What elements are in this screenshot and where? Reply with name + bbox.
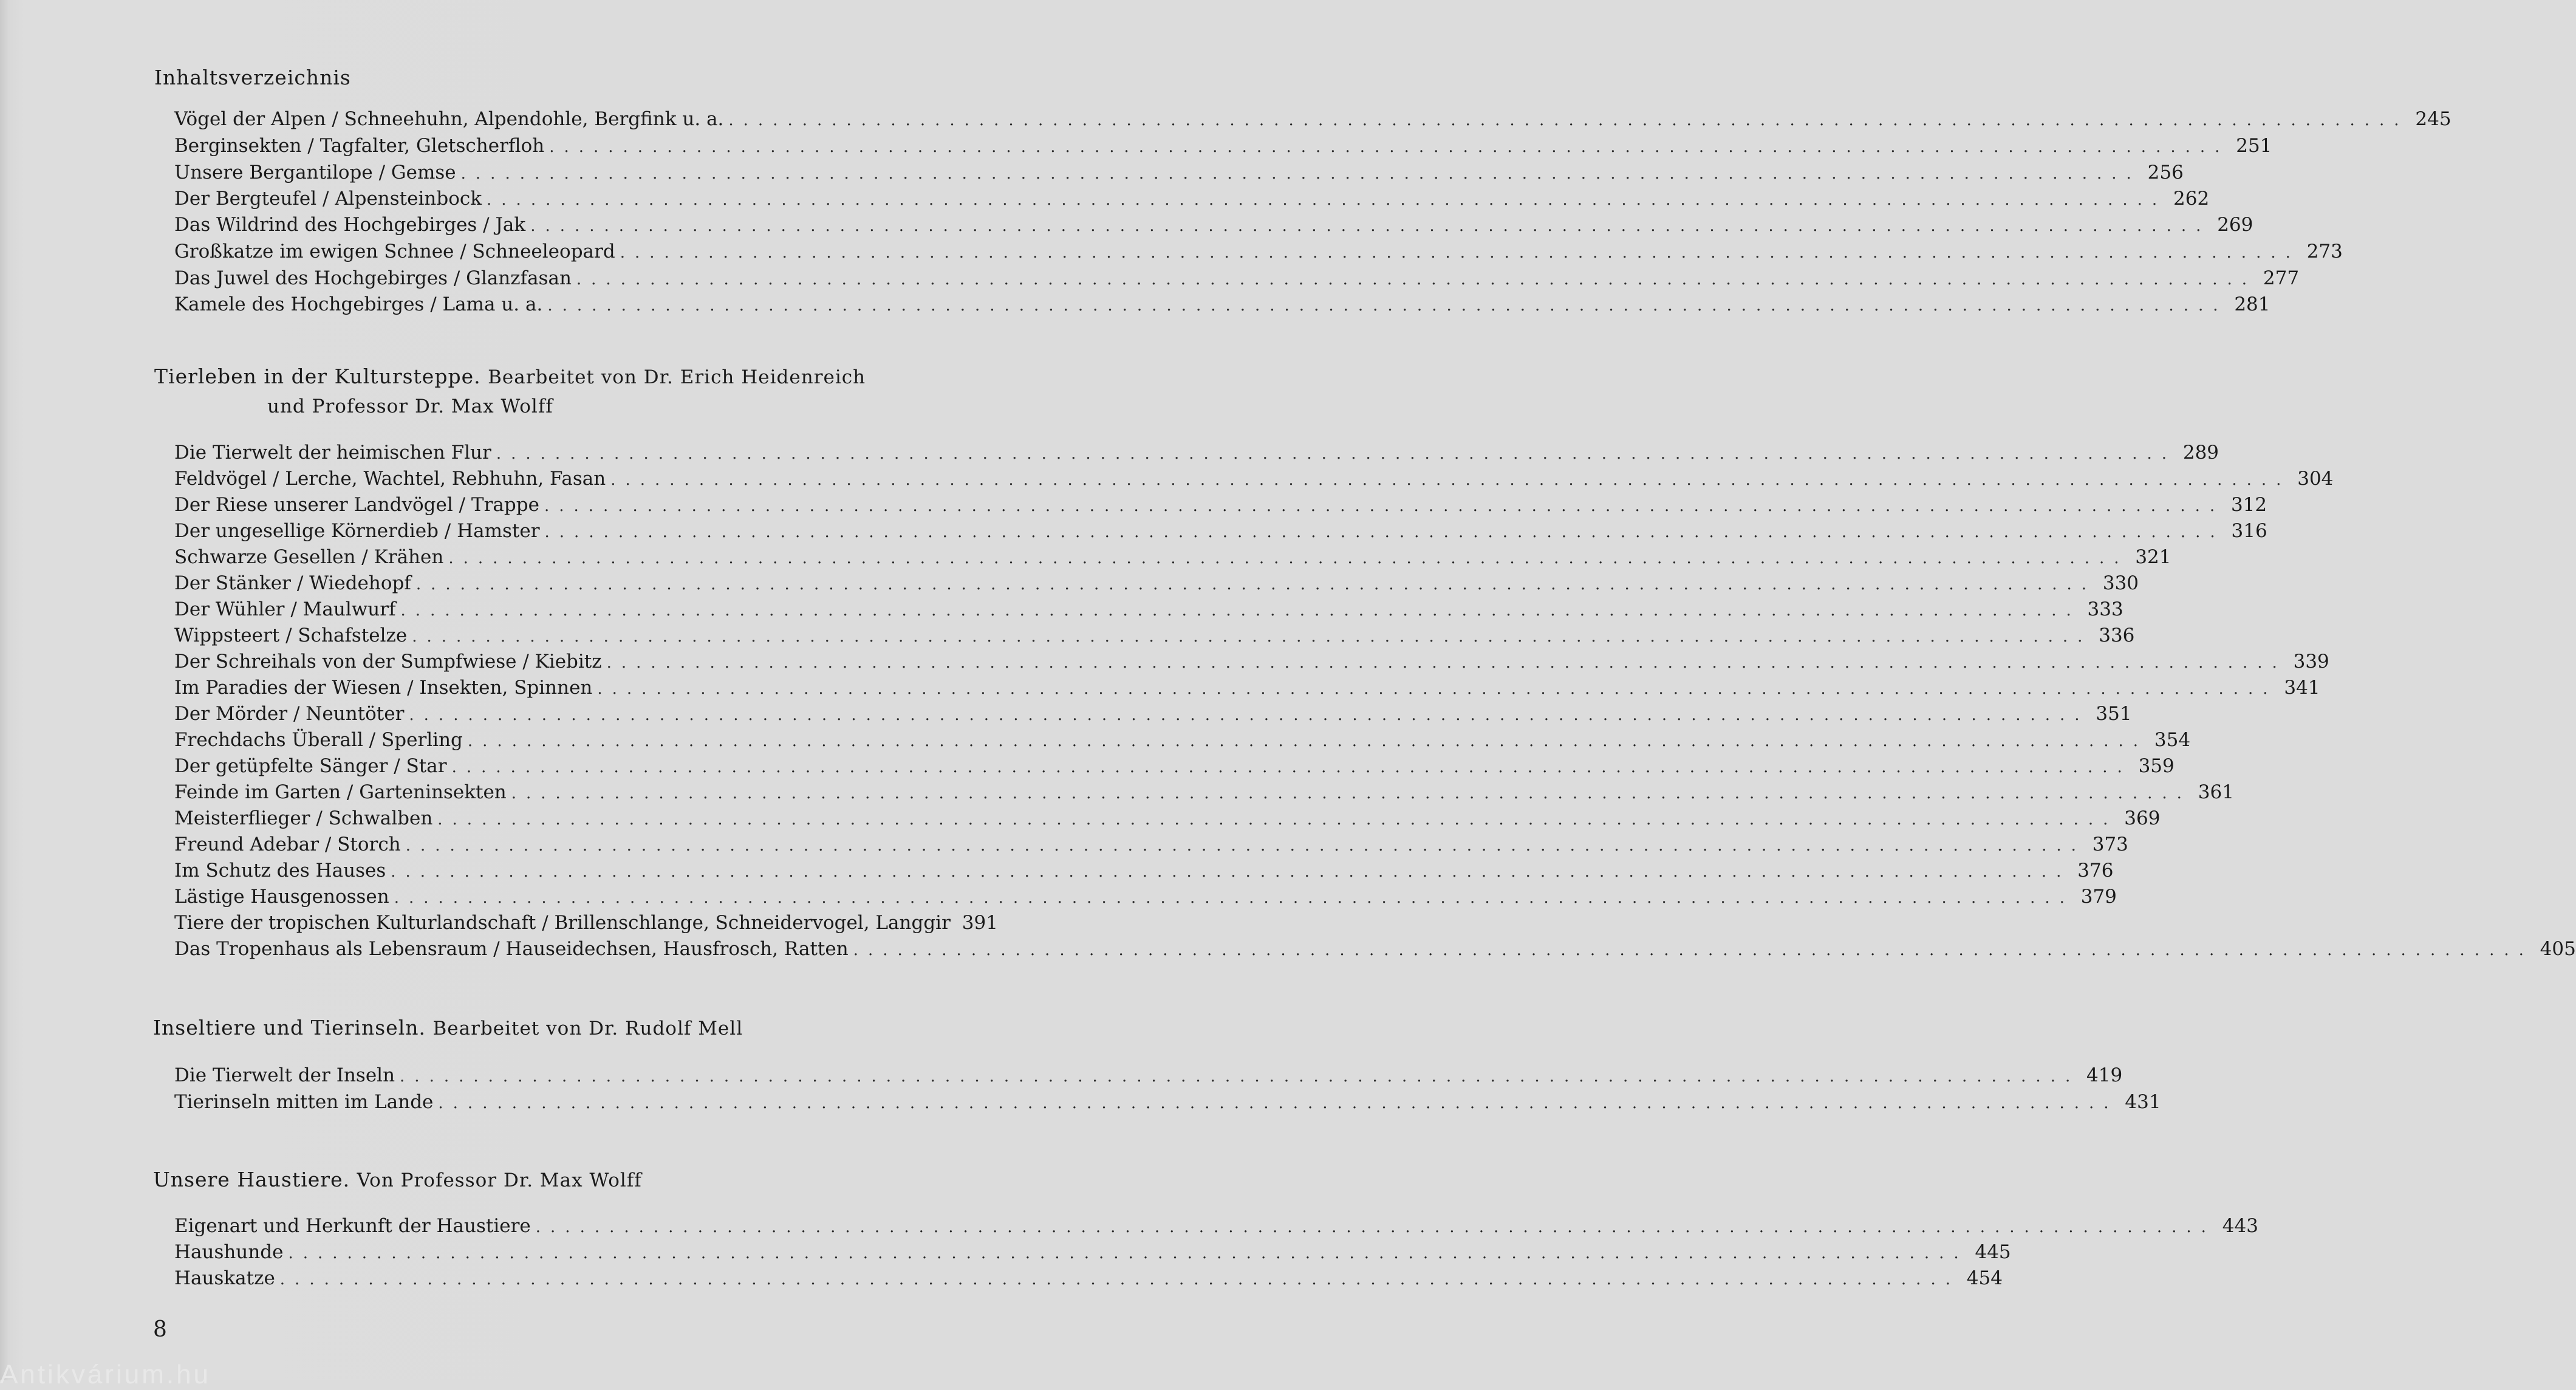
page-number: 8 [153, 1317, 167, 1342]
entry-page: 351 [2096, 703, 2132, 725]
section-editor-line2 [267, 394, 553, 417]
entry-page: 391 [962, 912, 998, 934]
entry-title: Hauskatze [174, 1267, 275, 1289]
section-heading-haustiere [153, 1168, 642, 1191]
dot-leader: .................................................................................................................. [391, 863, 2071, 881]
entry-page: 316 [2231, 520, 2267, 542]
toc-entry [174, 860, 2114, 886]
toc-entry [174, 625, 2135, 651]
section-heading: Unsere Haustiere. [153, 1168, 350, 1191]
section-editor: Von Professor Dr. Max Wolff [357, 1169, 642, 1191]
toc-entry [174, 442, 2219, 468]
entry-title: Meisterflieger / Schwalben [174, 807, 433, 829]
section-heading: Tierleben in der Kultursteppe. [154, 365, 481, 388]
dot-leader: .................................................................................................................. [487, 191, 2167, 209]
toc-entry [174, 214, 2253, 241]
entry-title: Feldvögel / Lerche, Wachtel, Rebhuhn, Fasan [174, 468, 606, 490]
toc-entry [174, 807, 2161, 834]
entry-page: 262 [2173, 188, 2210, 210]
dot-leader: .................................................................................................................. [544, 497, 2225, 515]
dot-leader: .................................................................................................................. [606, 654, 2287, 672]
dot-leader: .................................................................................................................. [853, 941, 2533, 959]
entry-title: Lästige Hausgenossen [174, 886, 389, 908]
toc-entry [174, 1064, 2123, 1091]
entry-page: 304 [2297, 468, 2334, 490]
toc-entry [174, 162, 2184, 188]
dot-leader: .................................................................................................................. [448, 549, 2129, 567]
entry-title: Tiere der tropischen Kulturlandschaft / Brillenschlange, Schneidervogel, Langgir [174, 912, 951, 934]
toc-entry [174, 755, 2175, 782]
entry-page: 431 [2125, 1091, 2161, 1113]
toc-entry [174, 677, 2320, 704]
entry-title: Das Tropenhaus als Lebensraum / Hauseidechsen, Hausfrosch, Ratten [174, 938, 849, 960]
section-editor: Bearbeitet von Dr. Erich Heidenreich [488, 366, 866, 388]
entry-title: Schwarze Gesellen / Krähen [174, 546, 444, 568]
toc-entry [174, 651, 2329, 677]
entry-title: Wippsteert / Schafstelze [174, 625, 408, 646]
entry-title: Feinde im Garten / Garteninsekten [174, 781, 507, 803]
entry-page: 251 [2236, 135, 2272, 157]
entry-title: Eigenart und Herkunft der Haustiere [174, 1215, 531, 1237]
dot-leader: .................................................................................................................. [288, 1244, 1969, 1262]
entry-title: Vögel der Alpen / Schneehuhn, Alpendohle, Bergfink u. a. [174, 108, 724, 130]
entry-page: 419 [2086, 1064, 2123, 1086]
dot-leader: .................................................................................................................. [576, 270, 2257, 289]
dot-leader: .................................................................................................................. [394, 889, 2074, 907]
entry-page: 379 [2080, 886, 2117, 908]
entry-title: Freund Adebar / Storch [174, 834, 401, 855]
entry-title: Haushunde [174, 1241, 284, 1263]
dot-leader: .................................................................................................................. [460, 165, 2141, 183]
entry-title: Der Schreihals von der Sumpfwiese / Kiebitz [174, 651, 602, 673]
entry-title: Der Stänker / Wiedehopf [174, 572, 411, 594]
entry-page: 269 [2217, 214, 2253, 236]
dot-leader: .................................................................................................................. [511, 784, 2192, 803]
entry-title: Frechdachs Überall / Sperling [174, 729, 463, 751]
entry-page: 336 [2099, 625, 2135, 646]
entry-page: 281 [2234, 293, 2270, 315]
dot-leader: .................................................................................................................. [412, 628, 2093, 646]
toc-entry [174, 729, 2191, 756]
entry-title: Unsere Bergantilope / Gemse [174, 162, 456, 183]
entry-title: Der Mörder / Neuntöter [174, 703, 405, 725]
dot-leader: .................................................................................................................. [451, 758, 2132, 776]
toc-entry [174, 703, 2132, 730]
entry-page: 376 [2077, 860, 2114, 882]
section-editor: Bearbeitet von Dr. Rudolf Mell [432, 1018, 743, 1039]
dot-leader: .................................................................................................................. [549, 138, 2230, 156]
section-editor: und Professor Dr. Max Wolff [267, 395, 553, 417]
section-heading-kultursteppe [154, 365, 866, 388]
toc-entry [174, 886, 2117, 912]
toc-entry [174, 938, 2576, 965]
dot-leader: .................................................................................................................. [496, 445, 2177, 463]
dot-leader: .................................................................................................................. [409, 706, 2089, 724]
dot-leader: .................................................................................................................. [438, 1094, 2119, 1112]
toc-entry [174, 188, 2210, 214]
toc-entry [174, 834, 2128, 860]
dot-leader: .................................................................................................................. [437, 810, 2118, 829]
dot-leader: .................................................................................................................. [530, 217, 2211, 235]
entry-page: 330 [2102, 572, 2139, 594]
toc-entry [174, 546, 2171, 573]
entry-page: 341 [2284, 677, 2320, 699]
entry-page: 273 [2306, 241, 2343, 262]
entry-page: 454 [1966, 1267, 2003, 1289]
dot-leader: .................................................................................................................. [400, 1067, 2080, 1086]
toc-entry [174, 1091, 2161, 1118]
entry-page: 361 [2198, 781, 2234, 803]
entry-page: 289 [2182, 442, 2219, 464]
entry-title: Berginsekten / Tagfalter, Gletscherfloh [174, 135, 545, 157]
dot-leader: .................................................................................................................. [610, 471, 2291, 489]
entry-page: 277 [2263, 267, 2300, 289]
dot-leader: .................................................................................................................. [279, 1270, 1960, 1289]
entry-page: 373 [2092, 834, 2128, 855]
toc-entry [174, 520, 2267, 547]
entry-title: Tierinseln mitten im Lande [174, 1091, 434, 1113]
toc-entry [174, 1267, 2003, 1294]
toc-entry [174, 781, 2234, 808]
entry-title: Großkatze im ewigen Schnee / Schneeleopard [174, 241, 615, 262]
section-heading: Inseltiere und Tierinseln. [153, 1016, 426, 1039]
entry-page: 333 [2087, 598, 2123, 620]
entry-page: 369 [2124, 807, 2161, 829]
entry-title: Im Paradies der Wiesen / Insekten, Spinnen [174, 677, 593, 699]
watermark: Antikvárium.hu [0, 1360, 211, 1389]
entry-title: Der Wühler / Maulwurf [174, 598, 396, 620]
entry-title: Der ungesellige Körnerdieb / Hamster [174, 520, 540, 542]
section-heading: Inhaltsverzeichnis [154, 66, 351, 89]
section-heading-inseltiere [153, 1016, 743, 1039]
entry-title: Im Schutz des Hauses [174, 860, 386, 882]
toc-entry [174, 267, 2300, 294]
dot-leader: .................................................................................................................. [400, 601, 2081, 620]
entry-page: 339 [2293, 651, 2329, 673]
entry-page: 321 [2135, 546, 2171, 568]
toc-entry [174, 912, 998, 939]
entry-title: Die Tierwelt der Inseln [174, 1064, 395, 1086]
entry-title: Die Tierwelt der heimischen Flur [174, 442, 491, 464]
entry-title: Das Juwel des Hochgebirges / Glanzfasan [174, 267, 572, 289]
entry-page: 312 [2230, 494, 2267, 516]
entry-page: 443 [2222, 1215, 2258, 1237]
toc-entry [174, 572, 2139, 599]
entry-page: 245 [2415, 108, 2451, 130]
entry-title: Der getüpfelte Sänger / Star [174, 755, 447, 777]
entry-title: Kamele des Hochgebirges / Lama u. a. [174, 293, 543, 315]
entry-page: 445 [1975, 1241, 2011, 1263]
entry-title: Das Wildrind des Hochgebirges / Jak [174, 214, 526, 236]
dot-leader: .................................................................................................................. [547, 296, 2228, 315]
toc-entry [174, 108, 2451, 135]
dot-leader: .................................................................................................................. [415, 575, 2097, 594]
dot-leader: .................................................................................................................. [535, 1218, 2216, 1236]
entry-title: Der Riese unserer Landvögel / Trappe [174, 494, 539, 516]
toc-entry [174, 241, 2343, 267]
entry-page: 256 [2147, 162, 2184, 183]
toc-entry [174, 1241, 2011, 1268]
entry-page: 405 [2540, 938, 2576, 960]
dot-leader: .................................................................................................................. [544, 523, 2225, 541]
entry-page: 359 [2138, 755, 2175, 777]
dot-leader: .................................................................................................................. [620, 244, 2300, 262]
dot-leader: .................................................................................................................. [405, 837, 2086, 855]
toc-entry [174, 494, 2267, 521]
toc-entry [174, 598, 2123, 625]
toc-entry [174, 135, 2272, 162]
toc-entry [174, 468, 2334, 495]
entry-title: Der Bergteufel / Alpensteinbock [174, 188, 482, 210]
dot-leader: .................................................................................................................. [728, 111, 2409, 129]
entry-page: 354 [2154, 729, 2191, 751]
dot-leader: .................................................................................................................. [597, 680, 2278, 698]
toc-heading [154, 66, 351, 89]
toc-entry [174, 1215, 2258, 1242]
toc-entry [174, 293, 2270, 320]
dot-leader: .................................................................................................................. [467, 732, 2148, 750]
